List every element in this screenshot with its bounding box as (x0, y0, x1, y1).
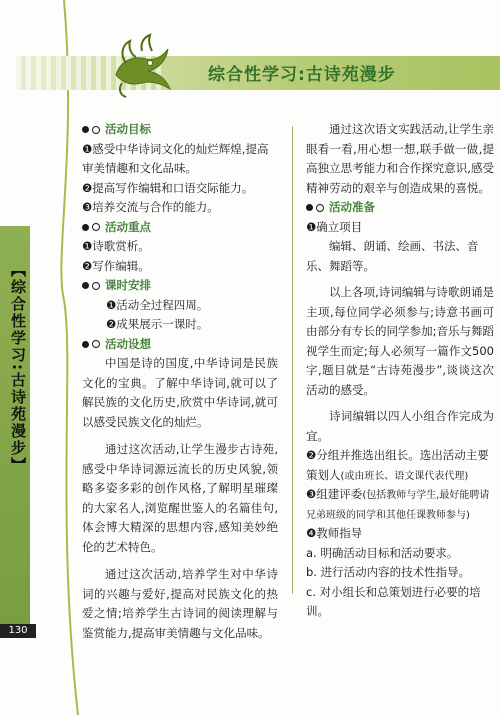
column-divider (292, 126, 293, 594)
bullet-dot-icon (82, 341, 89, 348)
page-number: 130 (0, 624, 36, 638)
section-heading-prep: 活动准备 (306, 198, 494, 218)
goal-item: ❷提高写作编辑和口语交际能力。 (82, 180, 254, 195)
schedule-item: ❷成果展示一课时。 (106, 317, 209, 331)
bullet-ring-icon (316, 204, 324, 212)
prep-item: ❹教师指导 (306, 526, 363, 540)
section-heading-schedule: 课时安排 (82, 276, 278, 296)
right-column (306, 120, 494, 622)
bullet-ring-icon (92, 340, 100, 348)
prep-item-note: (或由班长、语文课代表代理) (340, 470, 469, 482)
body-paragraph: 通过这次活动,培养学生对中华诗词的兴趣与爱好,提高对民族文化的热爱之情;培养学生古诗词的阅读理解与鉴赏能力,提高审美情趣与文化品味。 (82, 567, 278, 640)
body-paragraph: 通过这次语文实践活动,让学生亲眼看一看,用心想一想,联手做一做,提高独立思考能力和合作探究意识,感受精神劳动的艰辛与创造成果的喜悦。 (306, 122, 494, 195)
prep-item: ❶确立项目 (306, 219, 363, 234)
goal-item: ❶感受中华诗词文化的灿烂辉煌,提高审美情趣和文化品味。 (82, 141, 269, 175)
section-heading-goals: 活动目标 (82, 120, 278, 140)
bird-emblem-icon (106, 33, 178, 101)
section-heading-focus: 活动重点 (82, 218, 278, 238)
body-paragraph: 以上各项,诗词编辑与诗歌朗诵是主项,每位同学必须参与;诗意书画可由部分有专长的同学参加;音乐与舞蹈视学生而定;每人必须写一篇作文500字,题目就是“古诗苑漫步”,谈谈这次活动的感受。 (306, 285, 494, 397)
body-paragraph: 中国是诗的国度,中华诗词是民族文化的宝典。了解中华诗词,就可以了解民族的文化历史,欣赏中华诗词,就可以感受民族文化的灿烂。 (82, 356, 278, 429)
bullet-dot-icon (82, 224, 89, 231)
prep-item: ❸组建评委(包括教师与学生,最好能聘请兄弟班级的同学和其他任课教师参与) (306, 487, 490, 521)
prep-item-detail: 编辑、朗诵、绘画、书法、音乐、舞蹈等。 (306, 239, 479, 273)
schedule-item: ❶活动全过程四周。 (106, 297, 209, 312)
body-paragraph: 通过这次活动,让学生漫步古诗苑,感受中华诗词源远流长的历史风貌,领略多姿多彩的创作风格,了解明星璀璨的大家名人,浏览醒世鉴人的名篇佳句,体会博大精深的思想内容,感知美妙绝伦的艺术特色。 (82, 442, 278, 554)
bullet-ring-icon (92, 126, 100, 134)
prep-item-note: (包括教师与学生,最好能聘请兄弟班级的同学和其他任课教师参与) (306, 490, 490, 521)
page-title: 综合性学习:古诗苑漫步 (208, 65, 396, 85)
bullet-dot-icon (82, 282, 89, 289)
bullet-ring-icon (92, 282, 100, 290)
section-heading-design: 活动设想 (82, 335, 278, 355)
prep-item: ❷分组并推选出组长。选出活动主要策划人(或由班长、语文课代表代理) (306, 448, 489, 482)
goal-item: ❸培养交流与合作的能力。 (82, 200, 219, 214)
side-tab-label: 【综合性学习:古诗苑漫步】 (9, 262, 27, 474)
bullet-dot-icon (306, 204, 313, 211)
focus-item: ❶诗歌赏析。 (82, 239, 150, 253)
guidance-subitem: a. 明确活动目标和活动要求。 (306, 545, 459, 560)
left-column (82, 120, 278, 643)
guidance-subitem: b. 进行活动内容的技术性指导。 (306, 565, 471, 579)
bullet-ring-icon (92, 223, 100, 231)
bullet-dot-icon (82, 126, 89, 133)
guidance-subitem: c. 对小组长和总策划进行必要的培训。 (306, 584, 481, 618)
body-paragraph: 诗词编辑以四人小组合作完成为宜。 (306, 409, 494, 443)
focus-item: ❷写作编辑。 (82, 258, 150, 273)
